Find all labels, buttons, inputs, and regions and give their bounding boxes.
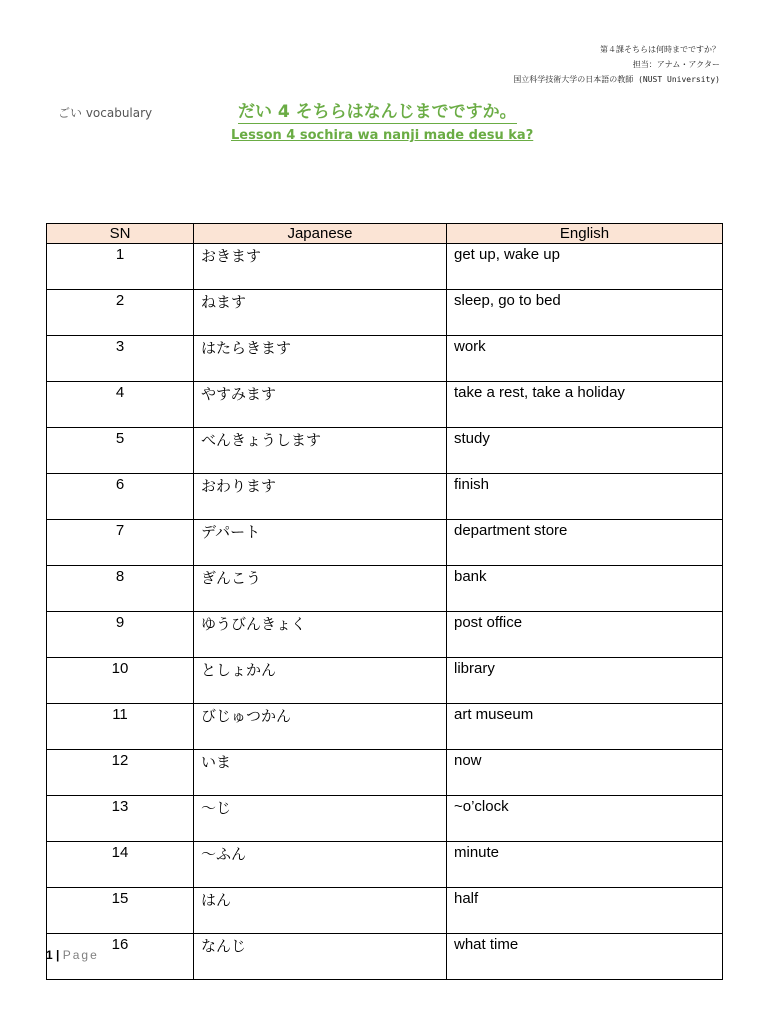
cell-english: get up, wake up [447, 244, 723, 290]
page-label: Page [62, 948, 99, 962]
cell-japanese: べんきょうします [194, 428, 447, 474]
cell-english: bank [447, 566, 723, 612]
table-row [47, 382, 723, 428]
table-row [47, 474, 723, 520]
cell-english: now [447, 750, 723, 796]
cell-english: take a rest, take a holiday [447, 382, 723, 428]
cell-english: work [447, 336, 723, 382]
cell-japanese: としょかん [194, 658, 447, 704]
cell-sn: 6 [47, 474, 194, 520]
table-row [47, 796, 723, 842]
cell-sn: 12 [47, 750, 194, 796]
cell-japanese: なんじ [194, 934, 447, 980]
cell-sn: 16 [47, 934, 194, 980]
cell-english: ~o’clock [447, 796, 723, 842]
vocabulary-label: ごい vocabulary [58, 106, 153, 120]
cell-japanese: ねます [194, 290, 447, 336]
table-row [47, 428, 723, 474]
cell-japanese: ～じ [194, 796, 447, 842]
cell-english: minute [447, 842, 723, 888]
cell-english: sleep, go to bed [447, 290, 723, 336]
page-footer [46, 948, 99, 962]
table-row [47, 336, 723, 382]
page-title-japanese: だい 4 そちらはなんじまでですか。 [238, 97, 517, 124]
table-row [47, 244, 723, 290]
table-row [47, 612, 723, 658]
cell-japanese: やすみます [194, 382, 447, 428]
page-title-english: Lesson 4 sochira wa nanji made desu ka? [231, 128, 534, 143]
cell-japanese: はん [194, 888, 447, 934]
cell-sn: 11 [47, 704, 194, 750]
cell-sn: 2 [47, 290, 194, 336]
cell-english: half [447, 888, 723, 934]
cell-sn: 3 [47, 336, 194, 382]
column-header-english: English [447, 224, 723, 244]
vocabulary-table [46, 223, 723, 980]
cell-japanese: デパート [194, 520, 447, 566]
cell-sn: 9 [47, 612, 194, 658]
cell-japanese: ぎんこう [194, 566, 447, 612]
cell-english: post office [447, 612, 723, 658]
document-header-info [513, 42, 720, 87]
cell-sn: 7 [47, 520, 194, 566]
cell-english: department store [447, 520, 723, 566]
cell-sn: 8 [47, 566, 194, 612]
header-line-teacher: 担当：アナム・アクター [632, 60, 720, 69]
cell-sn: 14 [47, 842, 194, 888]
footer-separator: | [56, 948, 60, 962]
table-row [47, 520, 723, 566]
cell-english: study [447, 428, 723, 474]
cell-japanese: ～ふん [194, 842, 447, 888]
column-header-sn: SN [47, 224, 194, 244]
cell-japanese: びじゅつかん [194, 704, 447, 750]
table-row [47, 888, 723, 934]
cell-english: finish [447, 474, 723, 520]
cell-english: art museum [447, 704, 723, 750]
vocabulary-table-body [47, 244, 723, 980]
table-row [47, 842, 723, 888]
column-header-japanese: Japanese [194, 224, 447, 244]
cell-sn: 13 [47, 796, 194, 842]
table-row [47, 566, 723, 612]
header-line-university: 国立科学技術大学の日本語の教師 (NUST University) [513, 75, 720, 84]
cell-japanese: いま [194, 750, 447, 796]
table-row [47, 290, 723, 336]
cell-japanese: ゆうびんきょく [194, 612, 447, 658]
table-row [47, 658, 723, 704]
cell-english: library [447, 658, 723, 704]
cell-japanese: はたらきます [194, 336, 447, 382]
table-row [47, 750, 723, 796]
cell-sn: 4 [47, 382, 194, 428]
header-line-course: 第４課そちらは何時までですか？ [600, 45, 720, 54]
cell-english: what time [447, 934, 723, 980]
table-row [47, 934, 723, 980]
cell-sn: 10 [47, 658, 194, 704]
table-row [47, 704, 723, 750]
page-number: 1 [46, 948, 53, 962]
table-header-row [47, 224, 723, 244]
cell-sn: 1 [47, 244, 194, 290]
cell-sn: 5 [47, 428, 194, 474]
cell-japanese: おわります [194, 474, 447, 520]
cell-japanese: おきます [194, 244, 447, 290]
cell-sn: 15 [47, 888, 194, 934]
